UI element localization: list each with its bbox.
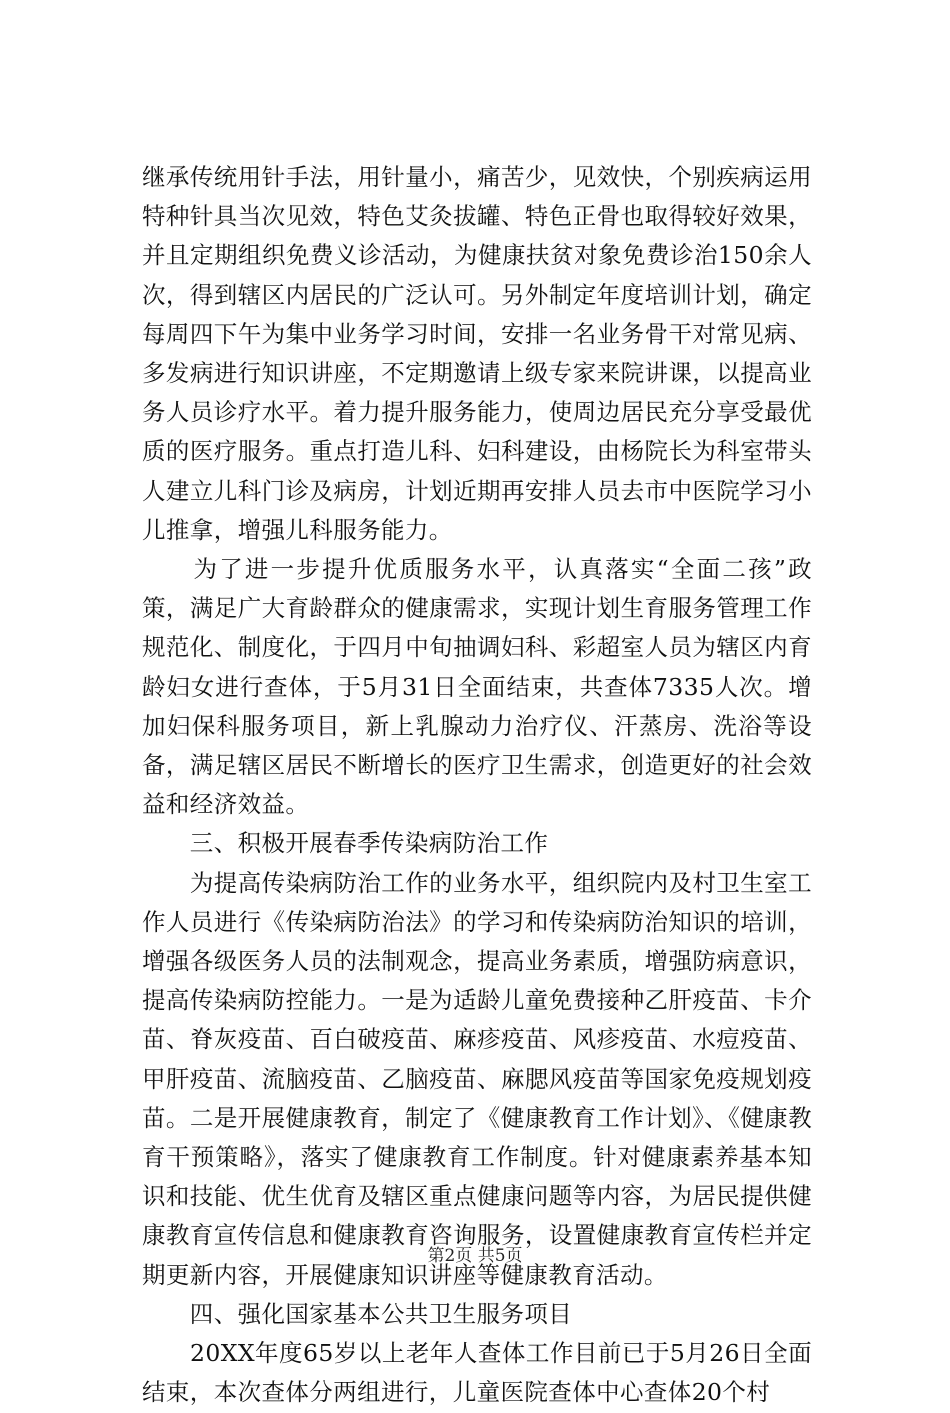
section-heading-infectious-disease: 三、积极开展春季传染病防治工作 <box>142 829 549 858</box>
paragraph-elderly-checkup: 20XX年度65岁以上老年人查体工作目前已于5月26日全面结束，本次查体分两组进行，儿童医院查体中心查体20个村 <box>142 1339 812 1407</box>
paragraph-maternal-health: 为了进一步提升优质服务水平，认真落实“全面二孩”政策，满足广大育龄群众的健康需求，实现计划生育服务管理工作规范化、制度化，于四月中旬抽调妇科、彩超室人员为辖区内育龄妇女进行查体，于5月31日全面结束，共查体7335人次。增加妇保科服务项目，新上乳腺动力治疗仪、汗蒸房、洗浴等设备，满足辖区居民不断增长的医疗卫生需求，创造更好的社会效益和经济效益。 <box>142 555 812 819</box>
section-heading-public-health: 四、强化国家基本公共卫生服务项目 <box>142 1299 573 1328</box>
page-number-footer: 第2页 共5页 <box>427 1246 523 1266</box>
document-body <box>142 158 812 1413</box>
paragraph-tcm-services: 继承传统用针手法，用针量小，痛苦少，见效快，个别疾病运用特种针具当次见效，特色艾灸拔罐、特色正骨也取得较好效果，并且定期组织免费义诊活动，为健康扶贫对象免费诊治150余人次，得到辖区内居民的广泛认可。另外制定年度培训计划，确定每周四下午为集中业务学习时间，安排一名业务骨干对常见病、多发病进行知识讲座，不定期邀请上级专家来院讲课，以提高业务人员诊疗水平。着力提升服务能力，使周边居民充分享受最优质的医疗服务。重点打造儿科、妇科建设，由杨院长为科室带头人建立儿科门诊及病房，计划近期再安排人员去市中医院学习小儿推拿，增强儿科服务能力。 <box>142 163 812 544</box>
paragraph-infectious-disease: 为提高传染病防治工作的业务水平，组织院内及村卫生室工作人员进行《传染病防治法》的学习和传染病防治知识的培训，增强各级医务人员的法制观念，提高业务素质，增强防病意识，提高传染病防控能力。一是为适龄儿童免费接种乙肝疫苗、卡介苗、脊灰疫苗、百白破疫苗、麻疹疫苗、风疹疫苗、水痘疫苗、甲肝疫苗、流脑疫苗、乙脑疫苗、麻腮风疫苗等国家免疫规划疫苗。二是开展健康教育，制定了《健康教育工作计划》、《健康教育干预策略》，落实了健康教育工作制度。针对健康素养基本知识和技能、优生优育及辖区重点健康问题等内容，为居民提供健康教育宣传信息和健康教育咨询服务，设置健康教育宣传栏并定期更新内容，开展健康知识讲座等健康教育活动。 <box>142 868 812 1289</box>
